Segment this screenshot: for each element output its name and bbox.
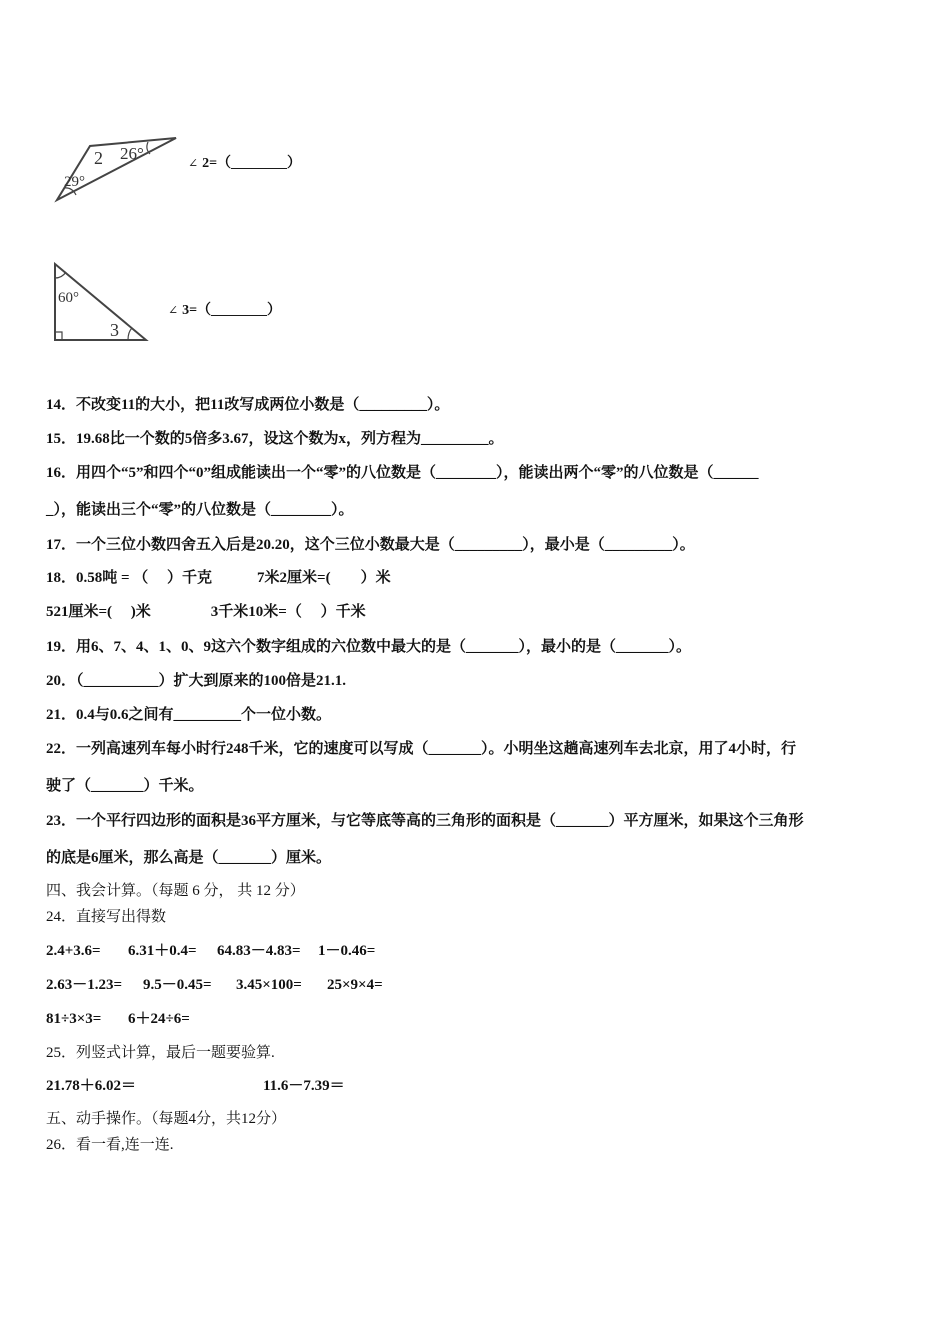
fig2-label-26: 26° (120, 144, 144, 163)
calc-1-2: 6.31＋0.4= (128, 943, 197, 959)
calc-1-3: 64.83－4.83= (217, 943, 301, 959)
triangle-figure-angle-2 (50, 132, 185, 207)
question-16-line2: _），能读出三个“零”的八位数是（________）。 (46, 502, 354, 518)
question-19: 19．用6、7、4、1、0、9这六个数字组成的六位数中最大的是（_______），最小的是（_______）。 (46, 639, 692, 655)
vertical-calc-1: 21.78＋6.02＝ (46, 1078, 137, 1094)
triangle-figure-angle-3 (48, 260, 158, 346)
angle-3-answer (168, 299, 281, 319)
question-18-line2: 521厘米=( )米 3千米10米=（ ）千米 (46, 604, 366, 620)
question-25: 25．列竖式计算，最后一题要验算. (46, 1045, 275, 1061)
calc-2-3: 3.45×100= (236, 977, 302, 993)
question-14: 14．不改变11的大小，把11改写成两位小数是（_________）。 (46, 397, 450, 413)
calc-1-1: 2.4+3.6= (46, 943, 101, 959)
question-17: 17．一个三位小数四舍五入后是20.20，这个三位小数最大是（_________），最小是（_________）。 (46, 537, 695, 553)
calc-2-4: 25×9×4= (327, 977, 383, 993)
question-16-line1: 16．用四个“5”和四个“0”组成能读出一个“零”的八位数是（________），能读出两个“零”的八位数是（______ (46, 465, 759, 481)
question-22-line1: 22．一列高速列车每小时行248千米，它的速度可以写成（_______）。小明坐这趟高速列车去北京，用了4小时，行 (46, 741, 797, 757)
angle-symbol-icon: ∠ (188, 156, 199, 170)
fig3-label-60: 60° (58, 290, 79, 306)
angle-2-answer (188, 152, 301, 172)
question-18-line1: 18．0.58吨 = （ ）千克 7米2厘米=( ）米 (46, 570, 391, 586)
calc-3-1: 81÷3×3= (46, 1011, 102, 1027)
question-20: 20．（__________）扩大到原来的100倍是21.1. (46, 673, 347, 689)
question-21: 21．0.4与0.6之间有_________个一位小数。 (46, 707, 332, 723)
calc-2-1: 2.63－1.23= (46, 977, 123, 993)
question-26: 26．看一看,连一连. (46, 1137, 174, 1153)
calc-1-4: 1－0.46= (318, 943, 376, 959)
angle-3-answer-text: 3=（________） (182, 303, 282, 318)
question-24: 24．直接写出得数 (46, 909, 167, 925)
calc-3-2: 6＋24÷6= (128, 1011, 190, 1027)
fig2-label-angle2: 2 (94, 148, 103, 168)
question-23-line1: 23．一个平行四边形的面积是36平方厘米，与它等底等高的三角形的面积是（_______）平方厘米，如果这个三角形 (46, 813, 804, 829)
question-23-line2: 的底是6厘米，那么高是（_______）厘米。 (46, 850, 332, 866)
fig2-label-29: 29° (64, 174, 85, 190)
vertical-calc-2: 11.6－7.39＝ (263, 1078, 345, 1094)
fig3-label-angle3: 3 (110, 320, 119, 340)
section-5-title: 五、动手操作。（每题4分，共12分） (46, 1111, 287, 1127)
calc-2-2: 9.5－0.45= (143, 977, 212, 993)
question-15: 15．19.68比一个数的5倍多3.67，设这个数为x，列方程为_________。 (46, 431, 504, 447)
section-4-title: 四、我会计算。（每题 6 分， 共 12 分） (46, 883, 305, 899)
question-22-line2: 驶了（_______）千米。 (46, 778, 204, 794)
angle-symbol-icon: ∠ (168, 303, 179, 317)
angle-2-answer-text: 2=（________） (202, 156, 302, 171)
